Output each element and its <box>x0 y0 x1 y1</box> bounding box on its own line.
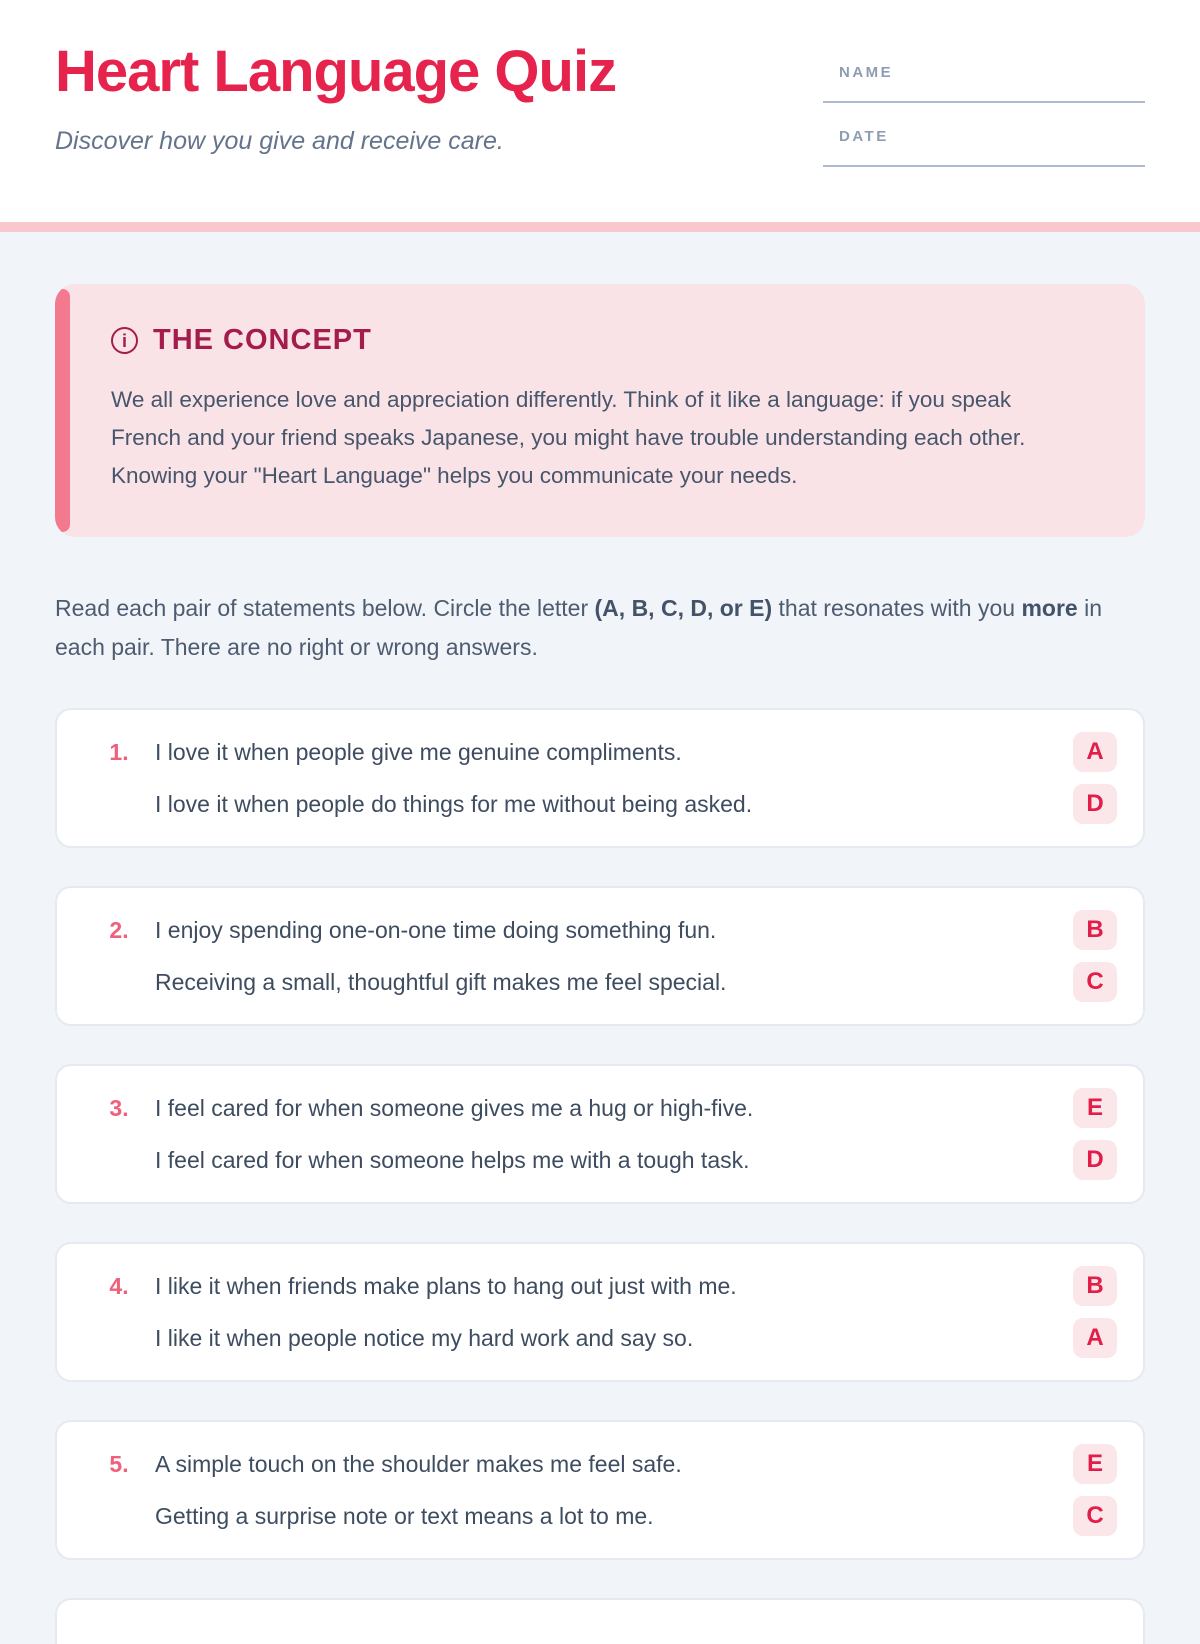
date-field <box>823 128 1145 167</box>
question-card-3 <box>55 1064 1145 1204</box>
instructions <box>55 589 1115 667</box>
statement-text: I feel cared for when someone gives me a hug or high-five. <box>155 1094 754 1121</box>
instructions-part3: in each pair. There are no right or wrong answers. <box>55 595 1102 660</box>
header-fields <box>823 42 1145 222</box>
statement-row <box>83 1496 1117 1536</box>
statement-text: I enjoy spending one-on-one time doing something fun. <box>155 916 717 943</box>
question-number: 2. <box>109 916 129 943</box>
question-number: 3. <box>109 1094 129 1121</box>
question-card-5 <box>55 1420 1145 1560</box>
concept-box <box>55 284 1145 537</box>
statement-row <box>83 1088 1117 1128</box>
question-list <box>55 708 1145 1644</box>
letter-badge[interactable]: E <box>1073 1444 1117 1484</box>
statement-row <box>83 1140 1117 1180</box>
statement-row <box>83 1318 1117 1358</box>
header-divider-strip <box>0 222 1200 232</box>
statement-text: I like it when friends make plans to hang out just with me. <box>155 1272 737 1299</box>
instructions-part2: that resonates with you <box>772 595 1022 621</box>
title-block <box>55 39 823 222</box>
name-label: NAME <box>839 64 894 81</box>
question-card-6-partial <box>55 1598 1145 1644</box>
letter-badge[interactable]: C <box>1073 1496 1117 1536</box>
statement-text: I like it when people notice my hard work and say so. <box>155 1324 694 1351</box>
instructions-part1: Read each pair of statements below. Circle the letter <box>55 595 595 621</box>
statement-row <box>83 1444 1117 1484</box>
content <box>0 284 1200 1644</box>
letter-badge[interactable]: D <box>1073 1140 1117 1180</box>
letter-badge[interactable]: E <box>1073 1088 1117 1128</box>
statement-row <box>83 910 1117 950</box>
statement-row <box>83 732 1117 772</box>
statement-row <box>83 962 1117 1002</box>
concept-heading-text: THE CONCEPT <box>153 324 372 356</box>
statement-row <box>83 1266 1117 1306</box>
instructions-bold-more: more <box>1021 595 1078 621</box>
statement-text: I love it when people do things for me without being asked. <box>155 790 753 817</box>
question-number: 1. <box>109 738 129 765</box>
header <box>0 0 1200 222</box>
instructions-bold-letters: (A, B, C, D, or E) <box>594 595 773 621</box>
statement-text: Receiving a small, thoughtful gift makes me feel special. <box>155 968 727 995</box>
statement-text: A simple touch on the shoulder makes me feel safe. <box>155 1450 682 1477</box>
statement-row <box>83 784 1117 824</box>
statement-text: I love it when people give me genuine compliments. <box>155 738 682 765</box>
question-number: 5. <box>109 1450 129 1477</box>
question-card-2 <box>55 886 1145 1026</box>
question-card-1 <box>55 708 1145 848</box>
letter-badge[interactable]: A <box>1073 1318 1117 1358</box>
letter-badge[interactable]: A <box>1073 732 1117 772</box>
date-input-line[interactable] <box>823 145 1145 167</box>
concept-heading <box>111 324 1093 357</box>
name-input-line[interactable] <box>823 81 1145 103</box>
concept-body: We all experience love and appreciation differently. Think of it like a language: if you speak French and your friend speaks Japanese, you might have trouble understanding each other. Knowing your "Heart Language" helps you communicate your needs. <box>111 387 1026 488</box>
concept-accent-bar <box>55 289 70 532</box>
letter-badge[interactable]: B <box>1073 910 1117 950</box>
date-label: DATE <box>839 128 889 145</box>
statement-text: Getting a surprise note or text means a lot to me. <box>155 1502 654 1529</box>
statement-text: I feel cared for when someone helps me with a tough task. <box>155 1146 750 1173</box>
letter-badge[interactable]: D <box>1073 784 1117 824</box>
letter-badge[interactable]: C <box>1073 962 1117 1002</box>
page-title: Heart Language Quiz <box>55 39 617 104</box>
question-number: 4. <box>109 1272 129 1299</box>
question-card-4 <box>55 1242 1145 1382</box>
info-icon: i <box>111 327 138 354</box>
letter-badge[interactable]: B <box>1073 1266 1117 1306</box>
page-subtitle: Discover how you give and receive care. <box>55 126 504 155</box>
name-field <box>823 64 1145 103</box>
